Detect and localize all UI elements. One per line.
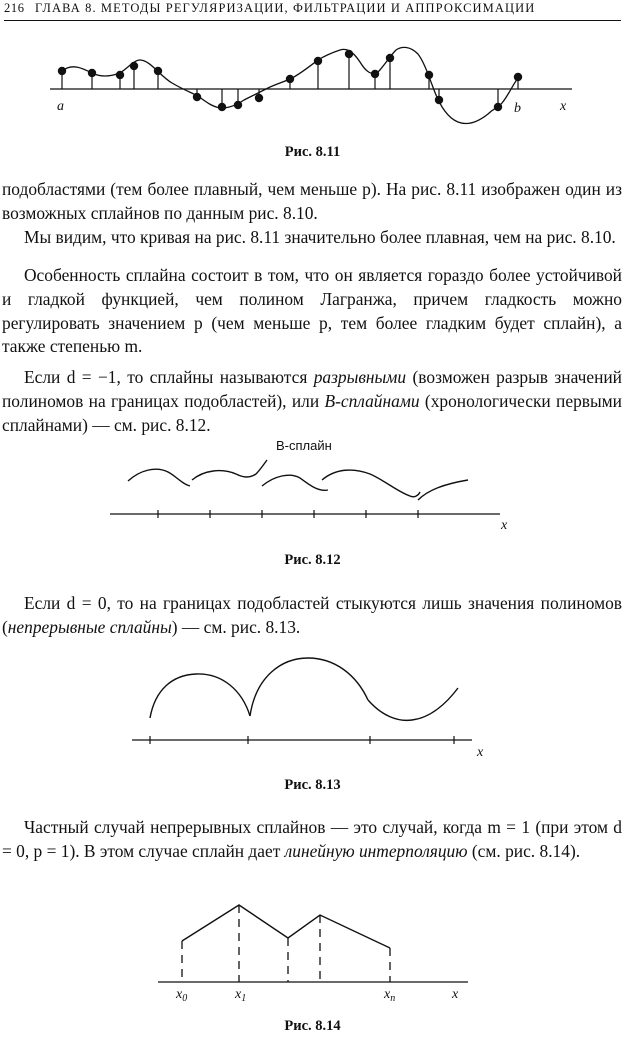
label-xn: $x_n$ (384, 987, 396, 1004)
sample-point (154, 67, 161, 74)
continuous-spline (150, 658, 458, 720)
paragraph-2-text: Мы видим, что кривая на рис. 8.11 значительно более плавная, чем на рис. 8.10. (24, 227, 616, 247)
sample-point (386, 54, 393, 61)
sample-point (193, 93, 200, 100)
term-linear-interpolation: линейную интерполяцию (284, 840, 468, 861)
figure-8-11 (0, 38, 625, 134)
paragraph-4-text-c: (хронологически первыми сплайнами) — см. рис. 8.12. (2, 390, 622, 435)
sample-point (218, 103, 225, 110)
running-title: ГЛАВА 8. МЕТОДЫ РЕГУЛЯРИЗАЦИИ, ФИЛЬТРАЦИИ И АППРОКСИМАЦИИ (35, 1, 536, 15)
page-number: 216 (4, 1, 25, 15)
paragraph-3 (2, 264, 622, 359)
figure-8-12 (0, 428, 625, 538)
term-b-splines: B-сплайнами (324, 390, 420, 411)
figure-8-13 (0, 648, 625, 764)
running-header (4, 0, 621, 21)
spline-samples (58, 50, 521, 110)
sample-point (234, 101, 241, 108)
sample-point (130, 62, 137, 69)
label-x: x (560, 99, 567, 114)
label-x: x (501, 518, 508, 533)
term-continuous-splines: непрерывные сплайны (7, 616, 172, 637)
paragraph-1-text: подобластями (тем более плавный, чем меньше p). На рис. 8.11 изображен один из возможных сплайнов по данным рис. 8.10. (2, 179, 622, 223)
label-b: b (514, 101, 521, 116)
sample-point (425, 71, 432, 78)
node-ordinates (182, 905, 390, 982)
caption-8-12: Рис. 8.12 (284, 552, 341, 568)
paragraph-5-text-a: Если d = 0, то на границах подобластей стыкуются лишь значения полиномов ( (2, 593, 622, 637)
sample-point (88, 69, 95, 76)
sample-point (494, 103, 501, 110)
paragraph-5 (2, 592, 622, 640)
paragraph-3-text: Особенность сплайна состоит в том, что он является гораздо более устойчивой и гладкой функцией, чем полином Лагранжа, причем гладкость можно регулировать значением p (чем меньше p, тем более гладким будет сплайн), а также степенью m. (2, 265, 622, 357)
figure-8-14 (0, 868, 625, 1008)
b-spline-pieces (128, 460, 468, 500)
paragraph-4 (2, 366, 622, 437)
paragraph-6-text-a: Частный случай непрерывных сплайнов — это случай, когда m = 1 (при этом d = 0, p = 1). В этом случае сплайн дает (2, 817, 622, 861)
label-a: a (57, 99, 64, 114)
sample-point (255, 94, 262, 101)
paragraph-6-text-b: (см. рис. 8.14). (467, 840, 581, 861)
sample-point (435, 96, 442, 103)
sample-point (514, 73, 521, 80)
sample-point (314, 57, 321, 64)
label-x: x (477, 745, 484, 760)
paragraph-6 (2, 816, 622, 864)
linear-interpolation-line (182, 905, 390, 948)
paragraph-2 (2, 226, 622, 250)
paragraph-5-text-b: ) — см. рис. 8.13. (171, 616, 301, 637)
caption-8-13: Рис. 8.13 (284, 777, 341, 793)
caption-8-14: Рис. 8.14 (284, 1018, 341, 1034)
sample-point (345, 50, 352, 57)
label-x0: $x_0$ (176, 987, 188, 1004)
sample-point (58, 67, 65, 74)
label-x: x (452, 987, 459, 1002)
sample-point (371, 70, 378, 77)
caption-8-11: Рис. 8.11 (284, 144, 341, 160)
label-x1: $x_1$ (235, 987, 247, 1004)
paragraph-4-text-a: Если d = −1, то сплайны называются (24, 367, 314, 387)
paragraph-4-text-b: (возможен разрыв значений полиномов на границах подобластей), или (2, 367, 622, 411)
b-spline-title: B-сплайн (276, 438, 332, 453)
term-discontinuous: разрывными (313, 367, 407, 387)
sample-point (286, 75, 293, 82)
sample-point (116, 71, 123, 78)
paragraph-1 (2, 178, 622, 226)
